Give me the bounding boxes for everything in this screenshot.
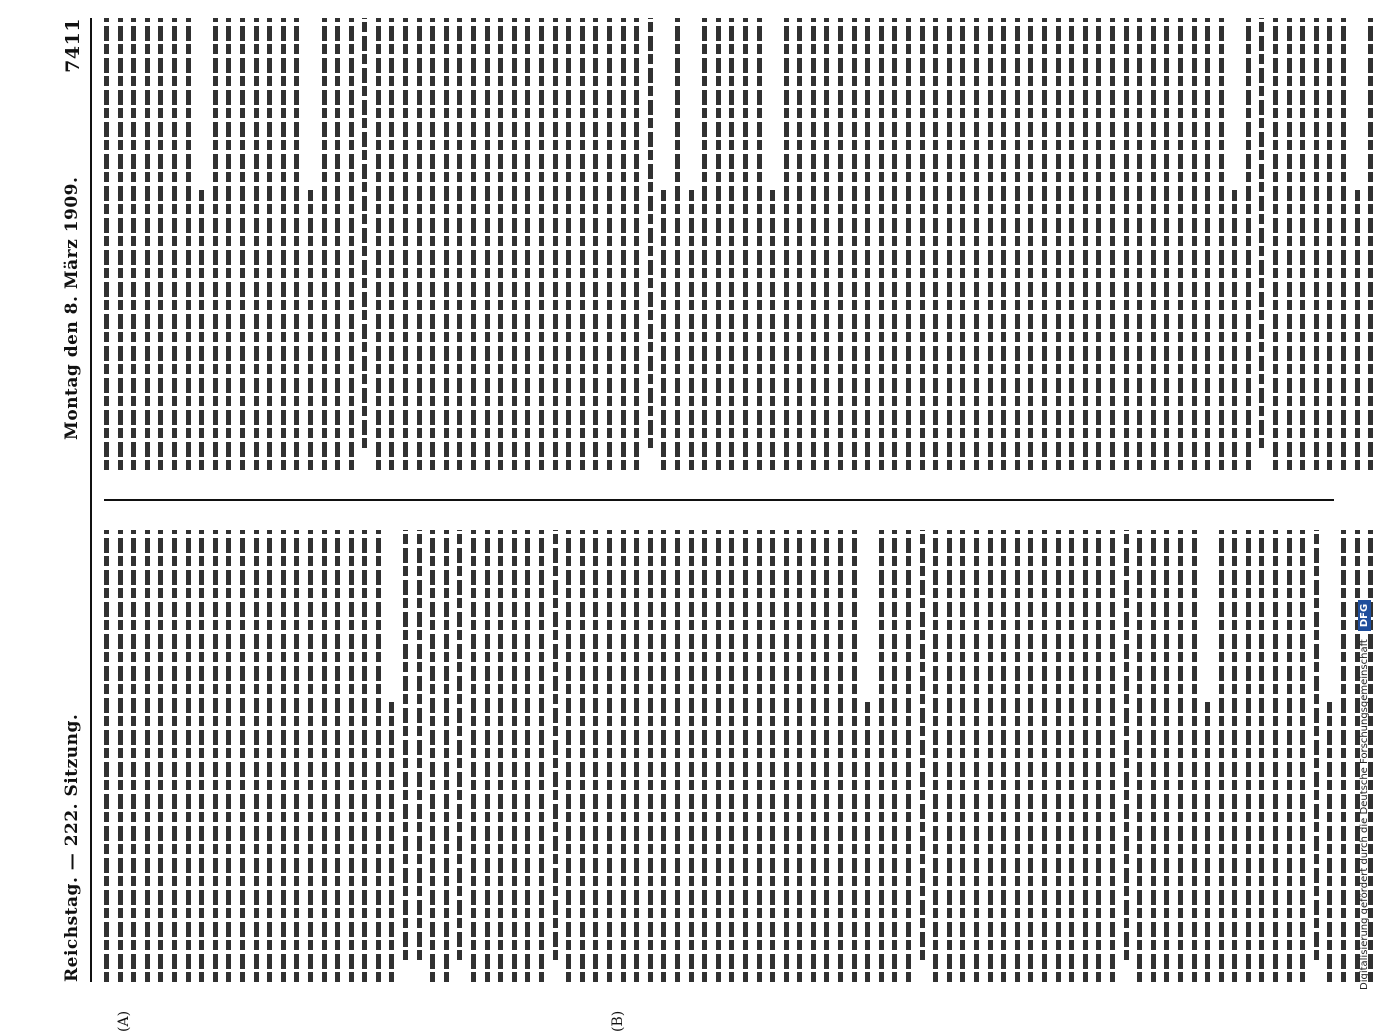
text-line [1205,18,1210,470]
text-line [376,18,381,470]
running-header-left: Reichstag. — 222. Sitzung. [62,713,82,982]
text-line [906,18,911,470]
text-line [322,18,327,470]
text-line [1246,18,1251,470]
text-line [1028,530,1033,982]
running-header-right: Montag den 8. März 1909. [62,176,82,440]
text-line [308,190,313,470]
text-line [1314,18,1319,470]
text-line [743,530,748,982]
text-line [1341,530,1346,982]
text-line [1259,18,1264,448]
text-line [838,18,843,470]
text-line [104,18,109,470]
text-line [988,530,993,982]
text-line [281,18,286,470]
text-line [1056,530,1061,982]
text-line [512,530,517,982]
text-line [322,530,327,982]
text-line [879,530,884,982]
text-line [525,18,530,470]
text-line [702,18,707,470]
text-line [1042,18,1047,470]
text-line [729,18,734,470]
text-line [226,530,231,982]
text-line [729,530,734,982]
text-line [376,530,381,982]
text-line [335,18,340,470]
text-line [553,18,558,470]
text-line [1232,530,1237,982]
text-line [580,530,585,982]
page-number: 7411 [62,18,84,73]
text-line [852,18,857,470]
text-line [471,530,476,982]
text-line [362,530,367,982]
text-line [267,18,272,470]
digitization-credit [1352,10,1376,990]
text-line [566,530,571,982]
text-line [118,530,123,982]
text-line [485,18,490,470]
text-line [865,18,870,470]
text-line [879,18,884,470]
text-line [621,530,626,982]
text-line [770,530,775,982]
text-line [457,530,462,960]
text-line [254,530,259,982]
margin-marker-a: (A) [116,1010,132,1032]
text-line [485,530,490,982]
text-line [1178,530,1183,982]
text-line [892,530,897,982]
header-rule [90,18,92,982]
text-line [689,530,694,982]
text-line [430,18,435,470]
text-line [811,530,816,982]
text-line [947,18,952,470]
text-line [1178,18,1183,470]
text-line [389,702,394,982]
text-line [172,18,177,470]
text-line [267,530,272,982]
text-line [1110,18,1115,470]
text-line [784,18,789,470]
text-line [716,18,721,470]
text-line [838,530,843,982]
text-line [1205,702,1210,982]
text-line [294,18,299,470]
text-line [892,18,897,470]
text-line [1192,18,1197,470]
text-line [525,530,530,982]
text-line [648,18,653,448]
text-line [1287,530,1292,982]
text-line [1327,18,1332,470]
text-line [131,18,136,470]
text-line [145,530,150,982]
text-line [539,530,544,982]
text-line [634,18,639,470]
text-line [1001,530,1006,982]
text-line [1069,18,1074,470]
text-line [308,530,313,982]
text-line [417,18,422,470]
text-line [240,530,245,982]
text-line [1273,18,1278,470]
text-line [430,530,435,982]
text-line [498,18,503,470]
text-line [1192,530,1197,982]
text-line [1219,530,1224,982]
text-line [1164,18,1169,470]
text-line [852,530,857,982]
text-line [389,18,394,470]
text-line [444,530,449,982]
text-line [770,190,775,470]
text-line [1341,18,1346,470]
text-line [1287,18,1292,470]
text-line [335,530,340,982]
text-line [158,530,163,982]
text-line [1151,18,1156,470]
text-column-right [104,18,1334,470]
text-line [1110,530,1115,982]
text-line [1015,530,1020,982]
rotated-page-sheet [50,0,1350,1032]
text-line [1083,18,1088,470]
text-line [213,18,218,470]
text-line [811,18,816,470]
text-line [974,530,979,982]
text-line [118,18,123,470]
text-line [539,18,544,470]
text-line [757,18,762,470]
text-line [1096,18,1101,470]
text-line [498,530,503,982]
dfg-logo: DFG [1358,600,1371,631]
text-line [1137,530,1142,982]
text-line [865,702,870,982]
text-line [797,530,802,982]
text-line [702,530,707,982]
text-line [920,18,925,470]
text-line [960,530,965,982]
text-line [661,190,666,470]
text-line [240,18,245,470]
text-line [634,530,639,982]
text-line [1042,530,1047,982]
text-line [1137,18,1142,470]
text-line [199,190,204,470]
text-line [743,18,748,470]
text-line [1001,18,1006,470]
text-line [566,18,571,470]
text-line [988,18,993,470]
text-line [1259,530,1264,982]
text-line [349,530,354,982]
text-line [593,18,598,470]
text-line [403,18,408,470]
text-line [199,530,204,982]
text-line [1232,190,1237,470]
text-line [158,18,163,470]
text-line [1028,18,1033,470]
text-line [675,18,680,470]
text-line [1327,702,1332,982]
text-line [281,530,286,982]
text-line [1124,530,1129,960]
text-line [689,190,694,470]
text-line [471,18,476,470]
text-line [362,18,367,448]
text-line [417,530,422,960]
text-line [403,530,408,960]
text-line [226,18,231,470]
text-line [716,530,721,982]
text-line [947,530,952,982]
text-line [457,18,462,470]
text-line [675,530,680,982]
text-line [1246,530,1251,982]
text-line [1314,530,1319,960]
text-line [294,530,299,982]
column-divider [104,499,1334,501]
text-line [824,530,829,982]
text-line [1300,18,1305,470]
text-line [648,530,653,982]
text-line [131,530,136,982]
text-line [444,18,449,470]
text-line [1273,530,1278,982]
text-line [254,18,259,470]
text-line [906,530,911,982]
margin-marker-b: (B) [610,1010,626,1032]
text-line [1124,18,1129,470]
text-line [797,18,802,470]
text-line [1069,530,1074,982]
text-line [607,530,612,982]
text-line [186,530,191,982]
text-line [172,530,177,982]
text-line [104,530,109,982]
credit-text: Digitalisierung gefördert durch die Deutsche Forschungsgemeinschaft [1358,639,1370,990]
text-line [824,18,829,470]
text-line [607,18,612,470]
text-line [960,18,965,470]
text-line [1219,18,1224,470]
text-line [784,530,789,982]
text-line [580,18,585,470]
text-line [933,530,938,982]
text-line [974,18,979,470]
text-line [145,18,150,470]
text-line [621,18,626,470]
text-line [186,18,191,470]
text-line [1015,18,1020,470]
text-line [920,530,925,960]
text-line [1164,530,1169,982]
text-line [1083,530,1088,982]
text-line [1096,530,1101,982]
text-line [661,530,666,982]
text-line [757,530,762,982]
text-line [933,18,938,470]
text-line [553,530,558,960]
text-line [593,530,598,982]
text-column-left [104,530,1334,982]
text-line [512,18,517,470]
text-line [1151,530,1156,982]
text-line [213,530,218,982]
text-line [1056,18,1061,470]
text-line [349,18,354,470]
text-line [1300,530,1305,982]
